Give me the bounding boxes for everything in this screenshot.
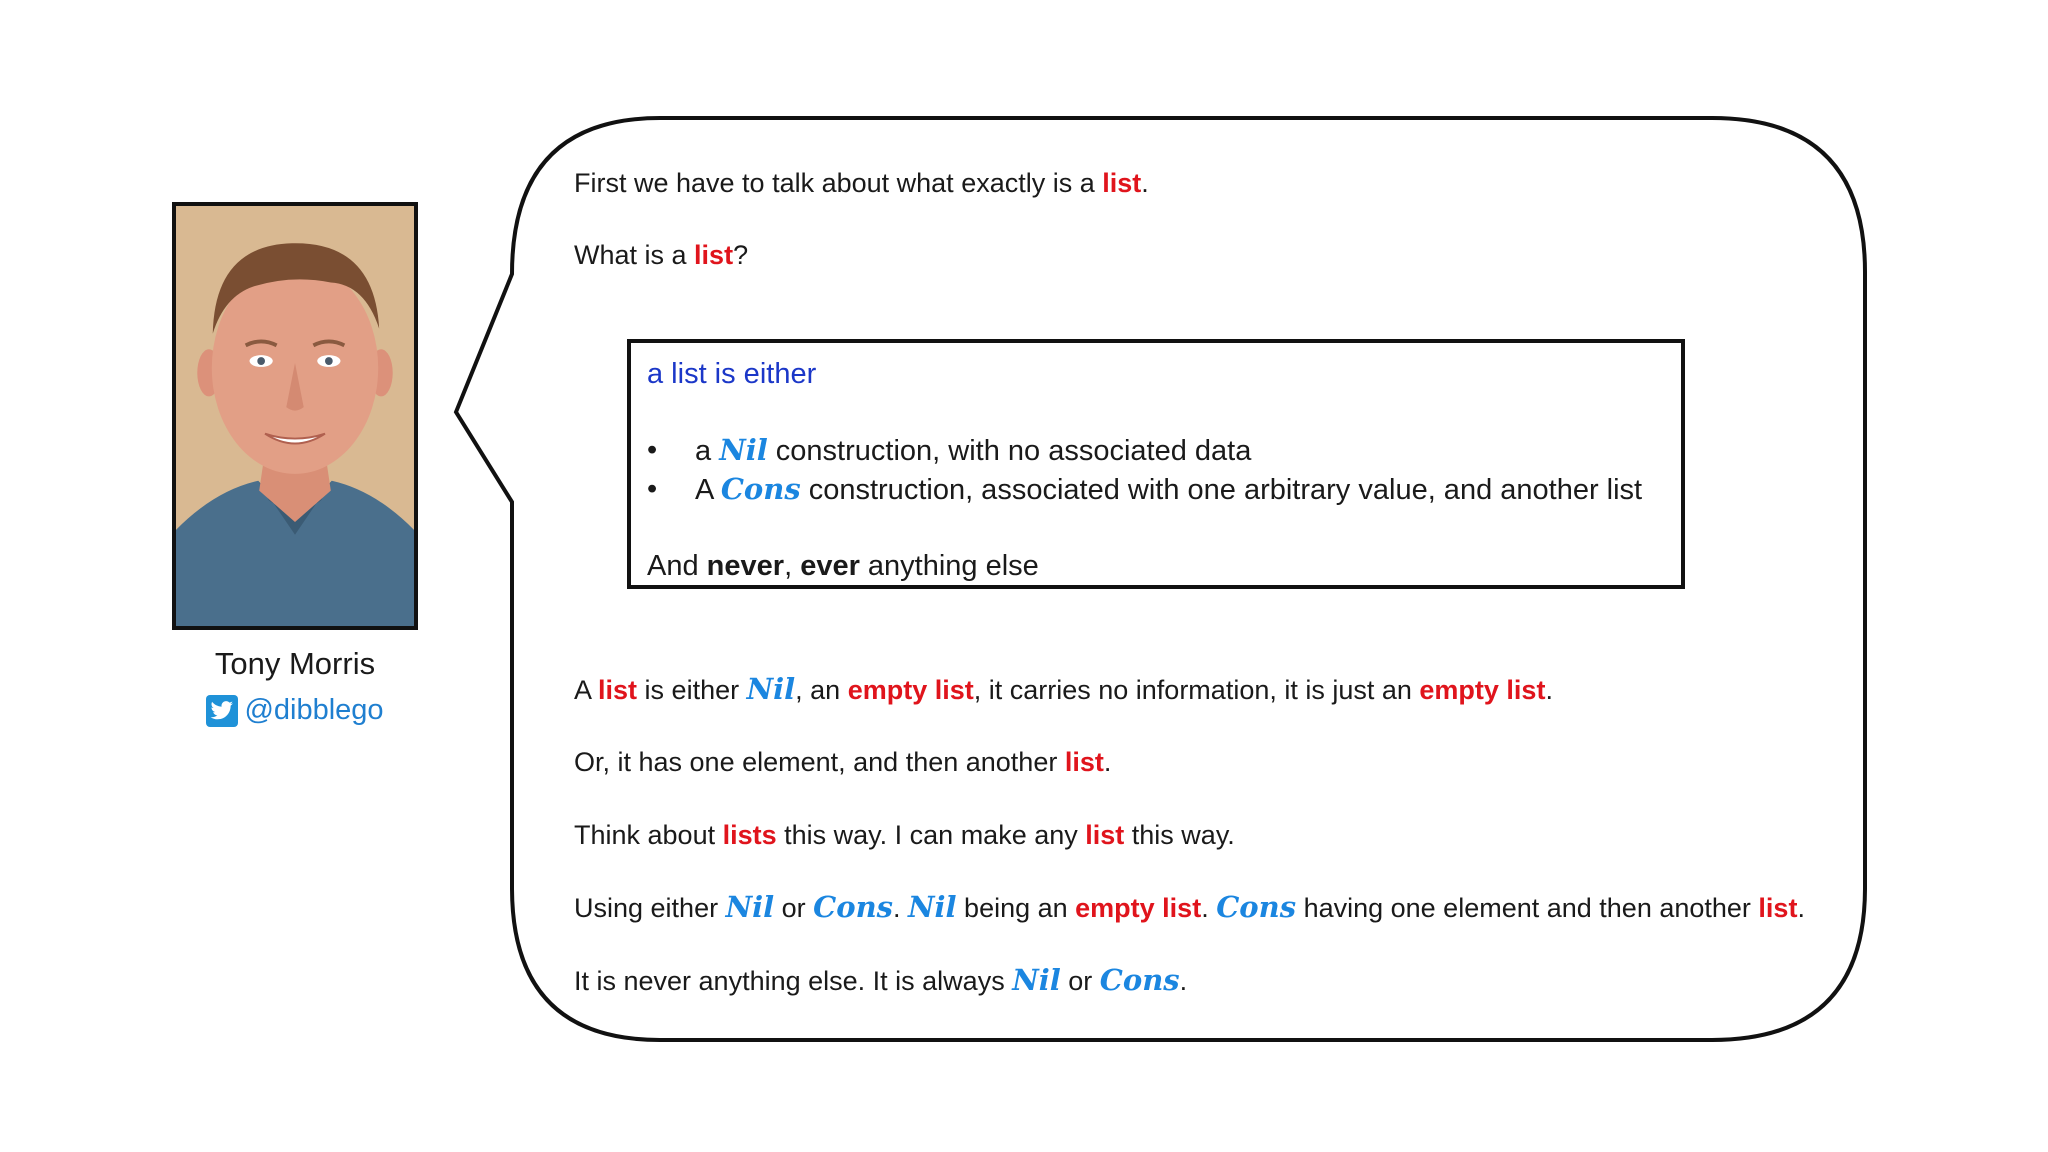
keyword-list: list — [1085, 820, 1125, 850]
keyword-lists: lists — [722, 820, 777, 850]
constructor-nil: Nil — [908, 890, 957, 924]
author-handle: @dibblego — [244, 694, 384, 726]
definition-footer — [647, 547, 1681, 585]
keyword-list: list — [1102, 168, 1142, 198]
constructor-cons: Cons — [720, 472, 801, 506]
definition-title: a list is either — [647, 358, 817, 390]
explanation-paragraph-1: A list is either Nil, an empty list, it carries no information, it is just an empty list. — [574, 672, 1553, 706]
explanation-paragraph-5: It is never anything else. It is always Nil or Cons. — [574, 963, 1188, 997]
keyword-empty-list: empty list — [1075, 893, 1202, 923]
emphasis-never: never — [706, 550, 785, 582]
emphasis-ever: ever — [800, 550, 860, 582]
text: , — [784, 550, 801, 582]
text: First we have to talk about what exactly is a — [574, 168, 1103, 198]
constructor-nil: Nil — [1012, 963, 1061, 997]
explanation-paragraph-4: Using either Nil or Cons. Nil being an empty list. Cons having one element and then another list. — [574, 890, 1805, 924]
portrait-illustration — [176, 206, 414, 626]
explanation-paragraph-3: Think about lists this way. I can make any list this way. — [574, 820, 1235, 850]
constructor-cons: Cons — [813, 890, 893, 924]
bullet: • — [647, 434, 658, 466]
twitter-icon — [206, 695, 238, 727]
text: . — [1141, 168, 1149, 198]
constructor-nil: Nil — [725, 890, 775, 924]
keyword-list: list — [694, 240, 734, 270]
keyword-empty-list: empty list — [1419, 675, 1546, 705]
definition-list — [647, 431, 1681, 509]
bullet: • — [647, 473, 658, 505]
text: What is a — [574, 240, 695, 270]
text: a — [695, 435, 720, 467]
definition-box — [627, 339, 1685, 589]
constructor-nil: Nil — [746, 672, 796, 706]
text: anything else — [859, 550, 1039, 582]
keyword-empty-list: empty list — [847, 675, 974, 705]
author-name: Tony Morris — [214, 646, 376, 681]
constructor-nil: Nil — [719, 433, 768, 467]
intro-line-2 — [574, 238, 748, 272]
definition-item-nil — [647, 431, 1681, 470]
author-photo — [172, 202, 418, 630]
keyword-list: list — [1064, 747, 1104, 777]
keyword-list: list — [598, 675, 638, 705]
definition-item-cons — [647, 470, 1681, 509]
intro-line-1 — [574, 166, 1149, 200]
text: A — [695, 474, 721, 506]
explanation-paragraph-2: Or, it has one element, and then another list. — [574, 747, 1112, 777]
text: construction, associated with one arbitrary value, and another list — [800, 474, 1643, 506]
constructor-cons: Cons — [1099, 963, 1180, 997]
text: ? — [733, 240, 749, 270]
constructor-cons: Cons — [1216, 890, 1297, 924]
text: And — [647, 550, 707, 582]
keyword-list: list — [1758, 893, 1798, 923]
author-twitter[interactable] — [172, 694, 418, 727]
text: construction, with no associated data — [767, 435, 1252, 467]
